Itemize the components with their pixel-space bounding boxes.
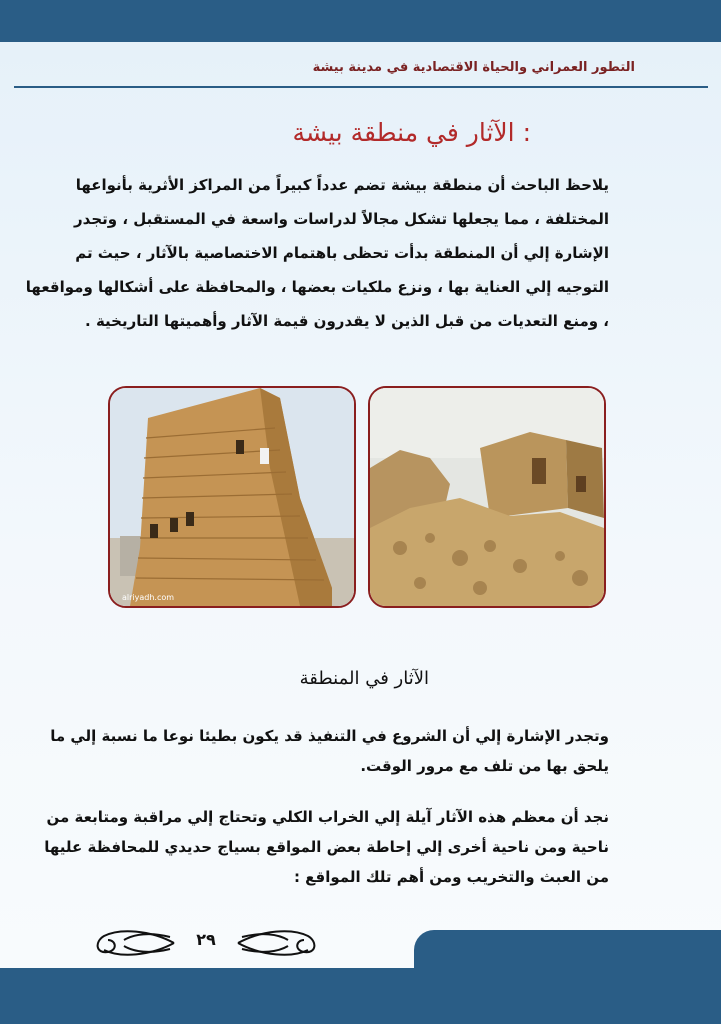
footer-tab <box>414 930 721 970</box>
running-header: التطور العمراني والحياة الاقتصادية في مدينة بيشة <box>312 60 635 75</box>
top-band <box>0 0 721 42</box>
section-paragraph: يلاحظ الباحث أن منطقة بيشة تضم عدداً كبيراً من المراكز الأثرية بأنواعها المختلفة ، مما يجعلها تشكل مجالاً لدراسات واسعة في المستقبل ، وتجدر الإشارة إلي أن المنطقة بدأت تحظى باهتمام الاختصاصية بالآثار ، حيث تم التوجيه إلي العناية بها ، ونزع ملكيات بعضها ، والمحافظة على أشكالها ومواقعها ، ومنع التعديات من قبل الذين لا يقدرون قيمة الآثار وأهميتها التاريخية . <box>25 176 609 330</box>
header-rule <box>14 86 708 88</box>
subsection-paragraph-2: نجد أن معظم هذه الآثار آيلة إلي الخراب الكلي وتحتاج إلي مراقبة ومتابعة من ناحية ومن ناحية أخرى إلي إحاطة بعض المواقع بسياج حديدي للمحافظة عليها من العبث والتخريب ومن أهم تلك المواقع : <box>44 808 609 886</box>
section-title: الآثار في منطقة بيشة : <box>292 118 531 147</box>
photo-watermark: alriyadh.com <box>122 593 175 602</box>
ornament-left-icon <box>90 922 176 964</box>
subsection-paragraph-1: وتجدر الإشارة إلي أن الشروع في التنفيذ قد يكون بطيئا نوعا ما نسبة إلي ما يلحق بها من تلف مع مرور الوقت. <box>50 727 609 775</box>
photo-mud-tower <box>108 386 356 608</box>
page-number: ٢٩ <box>196 930 216 949</box>
photo-ruins <box>368 386 606 608</box>
bottom-band <box>0 968 721 1024</box>
ornament-right-icon <box>236 922 322 964</box>
subsection-title: الآثار في المنطقة <box>299 668 429 689</box>
